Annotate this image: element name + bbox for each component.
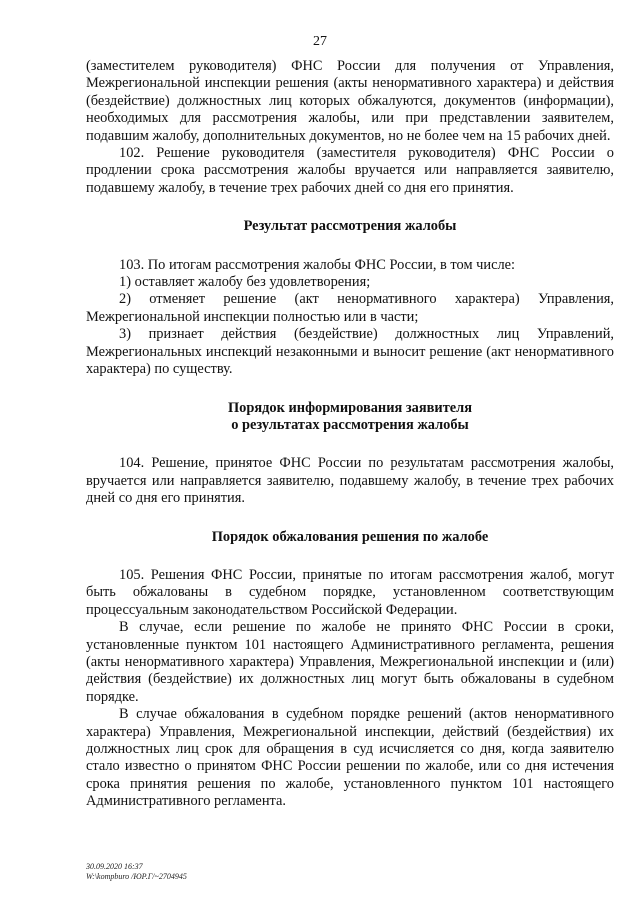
paragraph-104: 104. Решение, принятое ФНС России по результатам рассмотрения жалобы, вручается или направляется заявителю, подавшему жалобу, в течение трех рабочих дней со дня его принятия. [86,455,614,507]
heading-result: Результат рассмотрения жалобы [243,218,457,235]
paragraph-103: 103. По итогам рассмотрения жалобы ФНС России, в том числе: [119,256,516,273]
paragraph-105-case2: В случае обжалования в судебном порядке решений (актов ненормативного характера) Управления, Межрегиональной инспекции, действий (бездействия) их должностных лиц срок для обращения в суд исчисляется со дня, когда заявителю стало известно о принятом ФНС России решении по жалобе, или со дня истечения срока принятия решения по жалобе, установленного пунктом 101 настоящего Административного регламента. [86,706,614,810]
footer-path: W:\kompburo /ЮР.Г/~2704945 [86,872,187,881]
list-item-3: 3) признает действия (бездействие) должностных лиц Управлений, Межрегиональных инспекций незаконными и выносит решение (акт ненормативного характера) по существу. [86,326,614,378]
paragraph-102: 102. Решение руководителя (заместителя руководителя) ФНС России о продлении срока рассмотрения жалобы вручается или направляется заявителю, подавшему жалобу, в течение трех рабочих дней со дня его принятия. [86,145,614,196]
page-number: 27 [313,34,327,49]
list-item-1: 1) оставляет жалобу без удовлетворения; [119,274,371,291]
heading-appeal: Порядок обжалования решения по жалобе [211,528,489,545]
document-body [86,58,614,811]
list-item-2: 2) отменяет решение (акт ненормативного характера) Управления, Межрегиональной инспекции полностью или в части; [86,291,614,325]
paragraph-105: 105. Решения ФНС России, принятые по итогам рассмотрения жалоб, могут быть обжалованы в судебном порядке, установленном соответствующим процессуальным законодательством Российской Федерации. [86,566,614,618]
heading-informing-line2: о результатах рассмотрения жалобы [231,416,469,433]
footer-stamp [86,862,187,882]
footer-date: 30.09.2020 16:37 [86,862,143,871]
heading-informing-line1: Порядок информирования заявителя [227,399,473,416]
paragraph-continuation: (заместителем руководителя) ФНС России для получения от Управления, Межрегиональной инспекции решения (акты ненормативного характера) и действия (бездействие) должностных лиц которых обжалуются, документов (информации), необходимых для рассмотрения жалобы, или при представлении заявителем, подавшим жалобу, дополнительных документов, но не более чем на 15 рабочих дней. [86,58,614,144]
paragraph-105-case1: В случае, если решение по жалобе не принято ФНС России в сроки, установленные пунктом 101 настоящего Административного регламента, решения (акты ненормативного характера) Управления, Межрегиональной инспекции и (или) действия (бездействие) их должностных лиц могут быть обжалованы в судебном порядке. [86,619,614,705]
heading-informing [86,400,614,435]
